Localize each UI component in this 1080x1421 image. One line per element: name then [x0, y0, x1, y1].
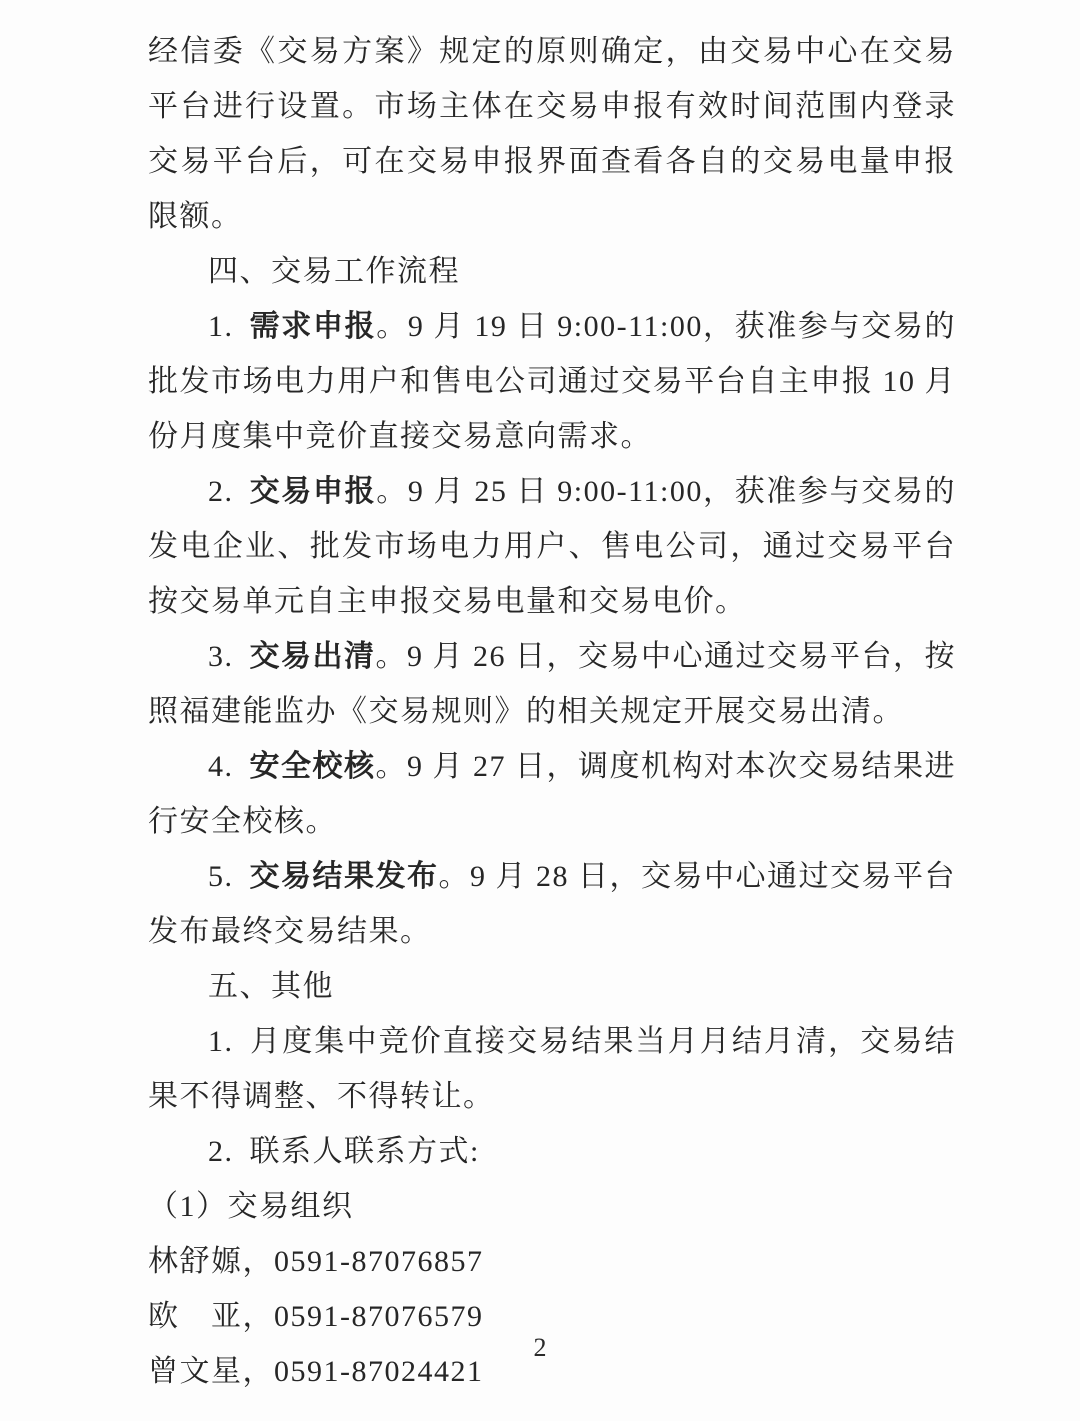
contact-line: 欧 亚，0591-87076579	[148, 1300, 484, 1333]
item-number: 1.	[208, 1025, 234, 1058]
numbered-item	[148, 849, 956, 959]
section-5-heading: 五、其他	[208, 970, 334, 1003]
contact-group-label: （1）交易组织	[148, 1190, 354, 1223]
contact-line: 林舒嫄，0591-87076857	[148, 1245, 484, 1278]
numbered-item	[148, 739, 956, 849]
numbered-item	[148, 299, 956, 464]
numbered-item	[148, 1014, 956, 1124]
item-text: 。9 月 25 日 9:00-11:00，获准参与交易的发电企业、批发市场电力用户、售电公司，通过交易平台按交易单元自主申报交易电量和交易电价。	[148, 475, 957, 618]
numbered-item	[148, 1124, 956, 1179]
item-text: 。9 月 27 日，调度机构对本次交易结果进行安全校核。	[148, 750, 956, 838]
item-number: 5.	[208, 860, 234, 893]
contact-line: 曾文星，0591-87024421	[148, 1355, 484, 1388]
document-content	[148, 24, 956, 1399]
item-number: 4.	[208, 750, 234, 783]
item-number: 2.	[208, 1135, 234, 1168]
item-number: 1.	[208, 310, 234, 343]
item-term: 交易出清	[249, 640, 376, 673]
intro-paragraph: 经信委《交易方案》规定的原则确定，由交易中心在交易平台进行设置。市场主体在交易申报有效时间范围内登录交易平台后，可在交易申报界面查看各自的交易电量申报限额。	[148, 35, 956, 233]
item-text: 联系人联系方式:	[249, 1135, 480, 1168]
item-term: 交易申报	[249, 475, 377, 508]
section-4-heading: 四、交易工作流程	[208, 255, 460, 288]
item-term: 需求申报	[249, 310, 377, 343]
item-term: 交易结果发布	[249, 860, 439, 893]
item-number: 3.	[208, 640, 234, 673]
item-term: 安全校核	[249, 750, 376, 783]
page-number: 2	[533, 1333, 547, 1362]
numbered-item	[148, 629, 956, 739]
item-text: 。9 月 19 日 9:00-11:00，获准参与交易的批发市场电力用户和售电公司通过交易平台自主申报 10 月份月度集中竞价直接交易意向需求。	[148, 310, 957, 453]
item-text: 月度集中竞价直接交易结果当月月结月清，交易结果不得调整、不得转让。	[148, 1025, 956, 1113]
item-number: 2.	[208, 475, 234, 508]
item-text: 。9 月 28 日，交易中心通过交易平台发布最终交易结果。	[148, 860, 956, 948]
numbered-item	[148, 464, 956, 629]
item-text: 。9 月 26 日，交易中心通过交易平台，按照福建能监办《交易规则》的相关规定开展交易出清。	[148, 640, 956, 728]
